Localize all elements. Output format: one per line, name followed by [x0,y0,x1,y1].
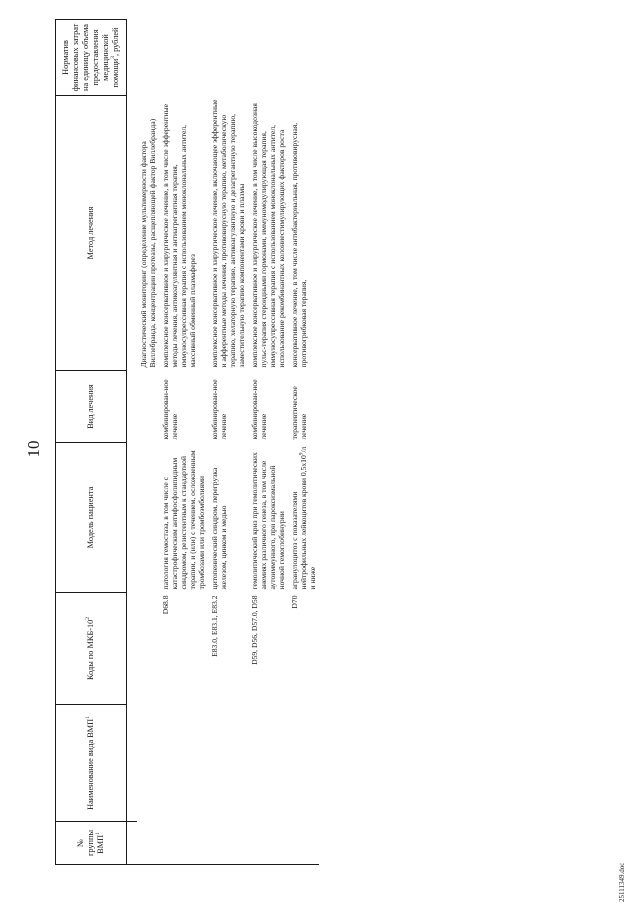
table-row [137,20,159,865]
spacer-cell [127,822,138,865]
treatment-method-cell: комплексное консервативное и хирургическое лечение, включающее эфферентные и афферентные методы лечения, противовирусную терапию, метаболическую терапию, хелаторную терапию, антикоагулянтную и дезагрегантную терапию, заместительную терапию компонентами крови и плазмы [210,99,246,368]
icd-code-cell [137,593,159,705]
document-id: 25111349.doc [618,862,626,902]
patient-model-cell: гемолитический криз при гемолитических анемиях различного генеза, в том числе аутоиммунного, при пароксизмальной ночной гемоглобинурии [250,452,286,590]
vmp-table [55,19,319,865]
header-patient-model: Модель пациента [56,443,127,593]
header-icd-codes: Коды по МКБ-$10^2$ [56,593,127,705]
table-row [159,20,208,865]
header-treatment-type: Вид лечения [56,371,127,443]
patient-model-cell: патология гемостаза, в том числе с катастрофическим антифосфолипидным синдромом, резистентным к стандартной терапии, и (или) с течением, осложненным тромбозами или тромбоэмболиями [161,450,206,590]
treatment-method-cell: комплексное консервативное и хирургическое лечение, в том числе эфферентные методы лечения, антикоагулянтная и антиагрегантная терапия, иммуносупрессивная терапия с использованием моноклональных антител, массивный обменный плазмаферез [161,103,197,368]
table-row [208,20,248,865]
table-row [288,20,319,865]
spacer-cell [127,20,138,822]
icd-code-cell: E83.0, E83.1, E83.2 [210,595,219,657]
table-header-row [56,20,127,865]
treatment-type-cell: комбинирован-ное лечение [161,379,179,440]
treatment-type-cell: комбинирован-ное лечение [210,379,228,440]
treatment-type-cell [137,371,159,443]
treatment-type-cell: комбинирован-ное лечение [250,379,268,440]
treatment-method-cell: комплексное консервативное и хирургическое лечение, в том числе высокодозная пульс-терапия стероидными гормонами, иммуномодулирующая терапия, иммуносупрессивная терапия с использованием моноклональных антител, использование рекомбинантных колониестимулирующих факторов роста [250,103,286,368]
patient-model-cell [137,443,159,593]
table-row [248,20,288,865]
header-cost-norm: Норматив финансовых затрат на единицу объема предоставления медицинской помощи$^3$, рублей [56,20,127,96]
patient-model-cell: агранулоцитоз с показателями нейтрофильных лейкоцитов крови $0,5x10^9/л$ и ниже [290,446,317,590]
icd-code-cell: D70 [290,595,299,609]
icd-code-cell: D59, D56, D57.0, D58 [250,595,259,665]
page-number: 10 [24,440,43,458]
spacer-row [127,20,138,865]
treatment-type-cell: терапевтическое лечение [290,386,308,440]
patient-model-cell: цитопенический синдром, перегрузка железом, цинком и медью [210,467,228,590]
header-group-no: № группы ВМП$^1$ [56,822,127,865]
treatment-method-cell: Диагностический мониторинг (определение мультимерности фактора Виллебранда, концентрации протеазы, расщепляющей фактор Виллебранда) [139,118,157,368]
header-vmp-name: Наименование вида ВМП$^1$ [56,705,127,822]
header-treatment-method: Метод лечения [56,96,127,371]
treatment-method-cell: консервативное лечение, в том числе антибактериальная, противовирусная, противогрибковая терапия, [290,122,308,368]
icd-code-cell: D68.8 [161,595,170,615]
